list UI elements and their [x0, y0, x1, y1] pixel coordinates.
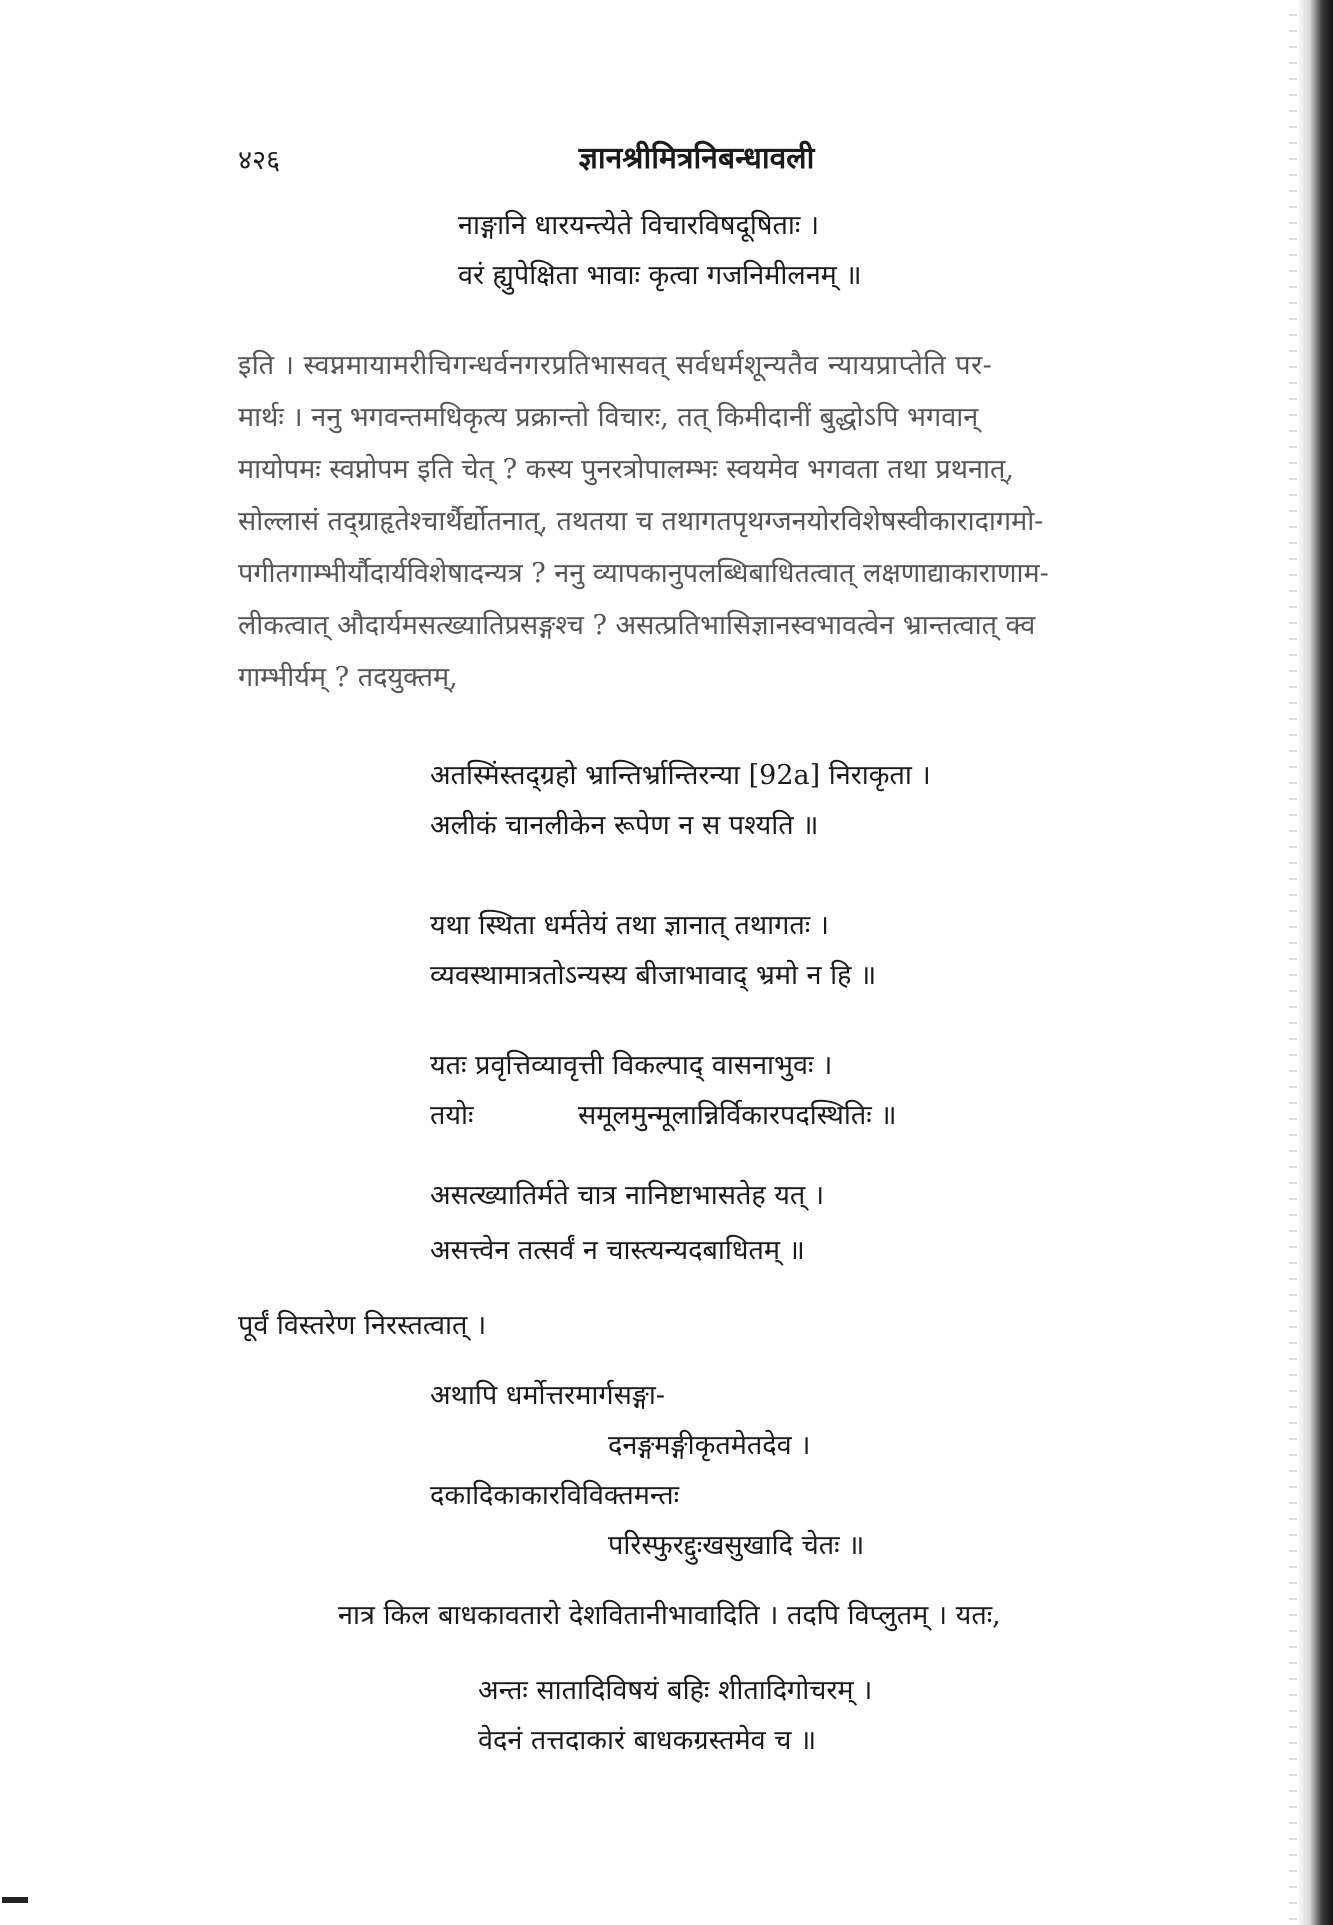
prose-line: इति । स्वप्नमायामरीचिगन्धर्वनगरप्रतिभासवत् सर्वधर्मशून्यतैव न्यायप्राप्तेति पर-	[238, 350, 993, 381]
verse-line: असत्ख्यातिर्मते चात्र नानिष्टाभासतेह यत् ।	[430, 1180, 825, 1211]
prose-line: पूर्वं विस्तरेण निरस्तत्वात् ।	[238, 1310, 487, 1341]
prose-line: लीकत्वात् औदार्यमसत्ख्यातिप्रसङ्गश्च ? असत्प्रतिभासिज्ञानस्वभावत्वेन भ्रान्तत्वात् क्व	[238, 610, 1036, 641]
verse-line: दनङ्गमङ्गीकृतमेतदेव ।	[608, 1430, 811, 1461]
verse-line: अन्तः सातादिविषयं बहिः शीतादिगोचरम् ।	[478, 1675, 873, 1706]
running-title: ज्ञानश्रीमित्रनिबन्धावली	[578, 141, 815, 176]
prose-line: सोल्लासं तद्ग्राहृतेश्चार्थैर्द्योतनात्, तथतया च तथागतपृथग्जनयोरविशेषस्वीकारादागमो-	[238, 506, 1044, 537]
verse-line: यथा स्थिता धर्मतेयं तथा ज्ञानात् तथागतः ।	[430, 910, 830, 941]
scan-shadow	[1289, 0, 1297, 1925]
verse-line: अथापि धर्मोत्तरमार्गसङ्गा-	[430, 1380, 666, 1411]
verse-line: अलीकं चानलीकेन रूपेण न स पश्यति ॥	[430, 810, 819, 841]
verse-line: वेदनं तत्तदाकारं बाधकग्रस्तमेव च ॥	[478, 1725, 817, 1756]
verse-line: व्यवस्थामात्रतोऽन्यस्य बीजाभावाद् भ्रमो न हि ॥	[430, 960, 877, 991]
verse-line: दकादिकाकारविविक्तमन्तः	[430, 1480, 680, 1511]
scan-binding-edge	[1297, 0, 1333, 1925]
verse-line: यतः प्रवृत्तिव्यावृत्ती विकल्पाद् वासनाभुवः ।	[430, 1050, 833, 1081]
scan-corner-mark	[2, 1897, 28, 1903]
prose-line: मार्थः । ननु भगवन्तमधिकृत्य प्रक्रान्तो विचारः, तत् किमीदानीं बुद्धोऽपि भगवान्	[238, 402, 979, 433]
verse-line-end: समूलमुन्मूलान्निर्विकारपदस्थितिः ॥	[578, 1100, 897, 1131]
prose-line: गाम्भीर्यम् ? तदयुक्तम्,	[238, 662, 458, 693]
prose-line: नात्र किल बाधकावतारो देशवितानीभावादिति । तदपि विप्लुतम् । यतः,	[338, 1600, 1001, 1631]
verse-line: परिस्फुरद्दुःखसुखादि चेतः ॥	[608, 1530, 865, 1561]
prose-line: मायोपमः स्वप्नोपम इति चेत् ? कस्य पुनरत्रोपालम्भः स्वयमेव भगवता तथा प्रथनात्,	[238, 454, 1014, 485]
prose-line: पगीतगाम्भीर्यौदार्यविशेषादन्यत्र ? ननु व्यापकानुपलब्धिबाधितत्वात् लक्षणाद्याकाराणाम-	[238, 558, 1049, 589]
verse-line: नाङ्गानि धारयन्त्येते विचारविषदूषिताः ।	[458, 210, 820, 241]
verse-line-start: तयोः	[430, 1100, 474, 1131]
verse-line: अतस्मिंस्तद्ग्रहो भ्रान्तिर्भ्रान्तिरन्या [92a] निराकृता ।	[430, 760, 931, 791]
verse-line: असत्त्वेन तत्सर्वं न चास्त्यन्यदबाधितम् ॥	[430, 1235, 805, 1266]
page-number: ४२६	[238, 145, 281, 176]
verse-line: वरं ह्युपेक्षिता भावाः कृत्वा गजनिमीलनम् ॥	[458, 260, 862, 291]
